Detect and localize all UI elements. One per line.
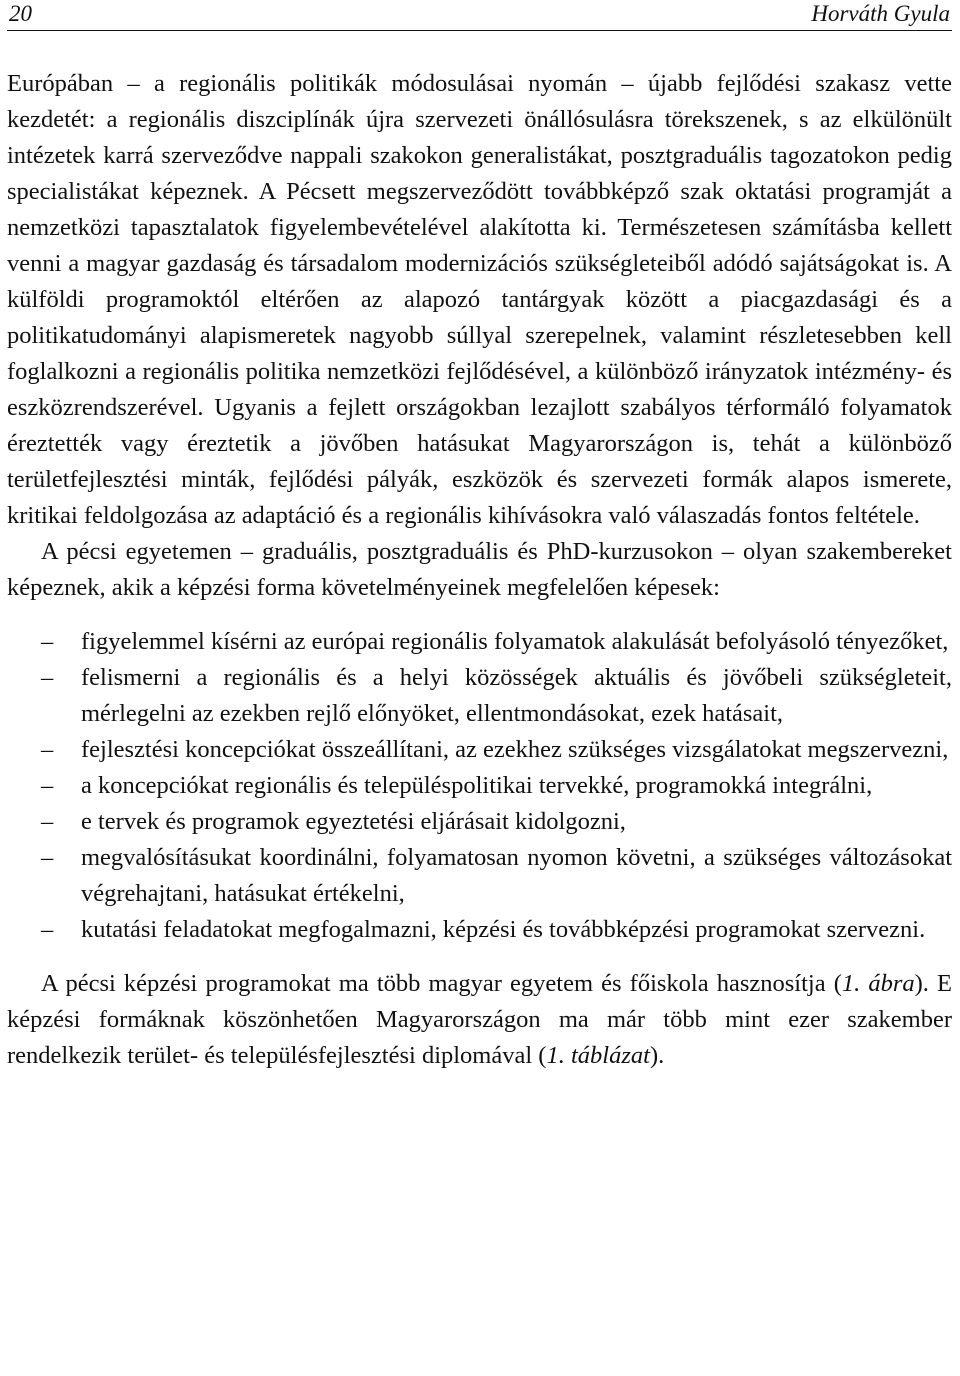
body-text bbox=[7, 66, 952, 1074]
list-item-text: figyelemmel kísérni az európai regionális folyamatok alakulását befolyásoló tényezőket, bbox=[81, 628, 949, 655]
dash-marker: – bbox=[41, 736, 54, 763]
closing-text-1: A pécsi képzési programokat ma több magyar egyetem és főiskola hasznosítja ( bbox=[41, 970, 842, 997]
list-item bbox=[7, 660, 952, 732]
running-header bbox=[7, 0, 952, 31]
paragraph-closing bbox=[7, 966, 952, 1074]
dash-marker: – bbox=[41, 664, 54, 691]
list-item-text: megvalósításukat koordinálni, folyamatosan nyomon követni, a szükséges változásokat végrehajtani, hatásukat értékelni, bbox=[81, 844, 952, 907]
table-reference: 1. táblázat bbox=[546, 1042, 650, 1069]
list-item bbox=[7, 732, 952, 768]
figure-reference: 1. ábra bbox=[841, 970, 915, 997]
running-author: Horváth Gyula bbox=[811, 1, 950, 26]
list-item-text: felismerni a regionális és a helyi közösségek aktuális és jövőbeli szükségleteit, mérlegelni az ezekben rejlő előnyöket, ellentmondásokat, ezek hatásait, bbox=[81, 664, 952, 727]
dash-marker: – bbox=[41, 844, 54, 871]
capabilities-list bbox=[7, 624, 952, 948]
dash-marker: – bbox=[41, 628, 54, 655]
list-item-text: kutatási feladatokat megfogalmazni, képzési és továbbképzési programokat szervezni. bbox=[81, 916, 926, 943]
list-item-text: a koncepciókat regionális és településpolitikai tervekké, programokká integrálni, bbox=[81, 772, 873, 799]
paragraph-capabilities-intro: A pécsi egyetemen – graduális, posztgraduális és PhD-kurzusokon – olyan szakembereket képeznek, akik a képzési forma követelményeinek megfelelően képesek: bbox=[7, 538, 952, 601]
dash-marker: – bbox=[41, 916, 54, 943]
list-item bbox=[7, 768, 952, 804]
list-item bbox=[7, 840, 952, 912]
dash-marker: – bbox=[41, 808, 54, 835]
list-item-text: e tervek és programok egyeztetési eljárásait kidolgozni, bbox=[81, 808, 626, 835]
list-item bbox=[7, 912, 952, 948]
paragraph-intro: Európában – a regionális politikák módosulásai nyomán – újabb fejlődési szakasz vette kezdetét: a regionális diszciplínák újra szervezeti önállósulásra törekszenek, s az elkülönült intézetek karrá szerveződve nappali szakokon generalistákat, posztgraduális tagozatokon pedig specialistákat képeznek. A Pécsett megszerveződött továbbképző szak oktatási programját a nemzetközi tapasztalatok figyelembevételével alakította ki. Természetesen számításba kellett venni a magyar gazdaság és társadalom modernizációs szükségleteiből adódó sajátságokat is. A külföldi programoktól eltérően az alapozó tantárgyak között a piacgazdasági és a politikatudományi alapismeretek nagyobb súllyal szerepelnek, valamint részletesebben kell foglalkozni a regionális politika nemzetközi fejlődésével, a különböző irányzatok intézmény- és eszközrendszerével. Ugyanis a fejlett országokban lezajlott szabályos térformáló folyamatok éreztették vagy éreztetik a jövőben hatásukat Magyarországon is, tehát a különböző területfejlesztési minták, fejlődési pályák, eszközök és szervezeti formák alapos ismerete, kritikai feldolgozása az adaptáció és a regionális kihívásokra való válaszadás fontos feltétele. bbox=[7, 70, 952, 529]
page-number: 20 bbox=[9, 1, 32, 26]
list-item bbox=[7, 804, 952, 840]
closing-text-2: ). E képzési formáknak köszönhetően Magyarországon ma már több mint ezer szakember rendelkezik terület- és településfejlesztési diplomával ( bbox=[7, 970, 953, 1069]
dash-marker: – bbox=[41, 772, 54, 799]
list-item-text: fejlesztési koncepciókat összeállítani, az ezekhez szükséges vizsgálatokat megszervezni, bbox=[81, 736, 949, 763]
closing-text-3: ). bbox=[649, 1042, 665, 1069]
list-item bbox=[7, 624, 952, 660]
